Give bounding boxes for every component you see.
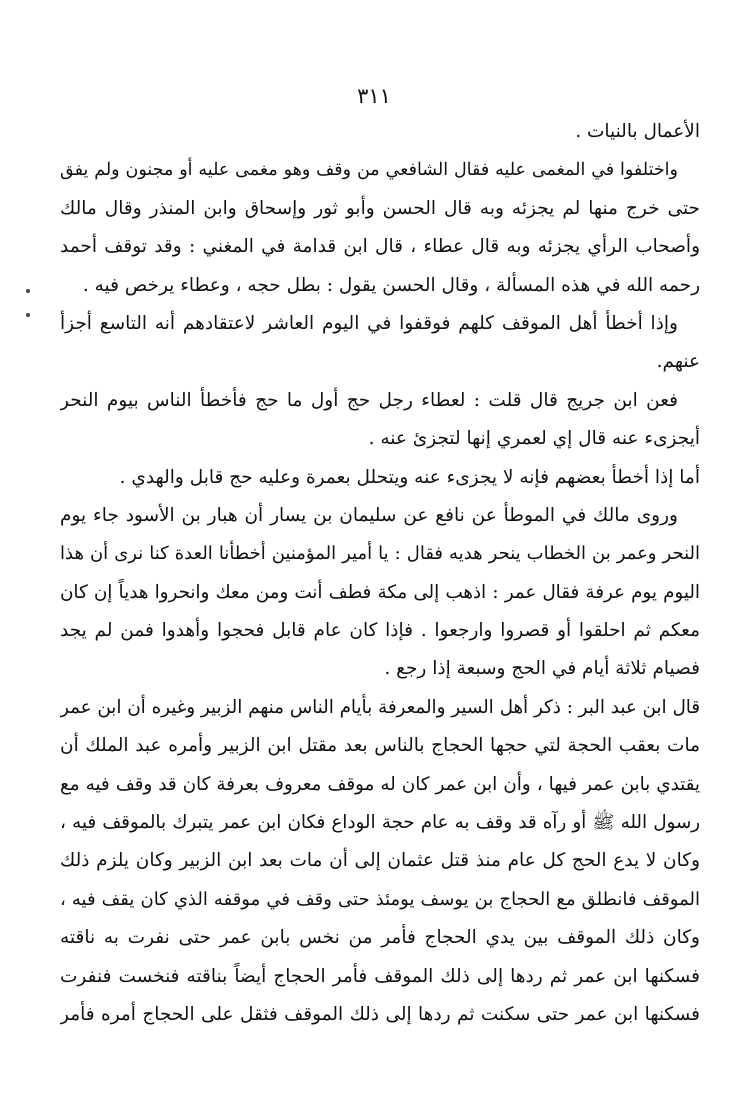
text-line: رحمه الله في هذه المسألة ، وقال الحسن يقول : بطل حجه ، وعطاء يرخص فيه . <box>82 274 700 296</box>
text-line: واختلفوا في المغمى عليه فقال الشافعي من وقف وهو مغمى عليه أو مجنون ولم يفق <box>60 160 678 181</box>
text-line: مات بعقب الحجة لتي حجها الحجاج بالناس بعد مقتل ابن الزبير وأمره عبد الملك أن <box>60 735 700 757</box>
text-line: فعن ابن جريج قال قلت : لعطاء رجل حج أول ما حج فأخطأ الناس بيوم النحر <box>60 389 678 411</box>
text-line: قال ابن عبد البر : ذكر أهل السير والمعرفة بأيام الناس منهم الزبير وغيره أن ابن عمر <box>60 696 700 718</box>
text-line: عنهم. <box>656 351 700 373</box>
text-line: اليوم يوم عرفة فقال عمر : اذهب إلى مكة فطف أنت ومن معك وانحروا هدياً إن كان <box>60 581 700 603</box>
text-line: فسكنها ابن عمر ثم ردها إلى ذلك الموقف فأمر الحجاج أيضاً بناقته فنخست فنفرت <box>60 965 700 987</box>
text-line: فصيام ثلاثة أيام في الحج وسبعة إذا رجع . <box>384 658 700 680</box>
text-line: وكان ذلك الموقف بين يدي الحجاج فأمر من نخس بابن عمر حتى نفرت به ناقته <box>60 927 700 949</box>
text-line: يقتدي بابن عمر فيها ، وأن ابن عمر كان له موقف معروف بعرفة كان قد وقف فيه مع <box>60 773 700 795</box>
text-line: رسول الله ﷺ أو رآه قد وقف به عام حجة الوداع فكان ابن عمر يتبرك بالموقف فيه ، <box>60 812 700 834</box>
text-line: وروى مالك في الموطأ عن نافع عن سليمان بن يسار أن هبار بن الأسود جاء يوم <box>60 504 678 526</box>
margin-dot <box>26 289 30 293</box>
text-line: أما إذا أخطأ بعضهم فإنه لا يجزىء عنه ويتحلل بعمرة وعليه حج قابل والهدي . <box>119 466 700 488</box>
text-line: الموقف فانطلق مع الحجاج بن يوسف يومئذ حتى وقف في موقفه الذي كان يقف فيه ، <box>60 888 700 910</box>
text-line: الأعمال بالنيات . <box>575 121 700 142</box>
body-text <box>60 113 700 1034</box>
page-number: ٣١١ <box>357 84 391 108</box>
text-line: فسكنها ابن عمر حتى سكنت ثم ردها إلى ذلك الموقف فثقل على الحجاج أمره فأمر <box>60 1003 700 1025</box>
text-line: معكم ثم احلقوا أو قصروا وارجعوا . فإذا كان عام قابل فحجوا وأهدوا فمن لم يجد <box>60 620 700 642</box>
text-line: النحر وعمر بن الخطاب ينحر هديه فقال : يا أمير المؤمنين أخطأنا العدة كنا نرى أن هذا <box>60 543 700 565</box>
margin-dot <box>26 313 30 317</box>
text-line: حتى خرج منها لم يجزئه وبه قال الحسن وأبو ثور وإسحاق وابن المنذر وقال مالك <box>60 197 700 219</box>
text-line: أيجزىء عنه قال إي لعمري إنها لتجزئ عنه . <box>368 428 700 450</box>
text-line: وأصحاب الرأي يجزئه وبه قال عطاء ، قال ابن قدامة في المغني : وقد توقف أحمد <box>60 236 700 258</box>
text-line: وإذا أخطأ أهل الموقف كلهم فوقفوا في اليوم العاشر لاعتقادهم أنه التاسع أجزأ <box>60 312 678 334</box>
text-line: وكان لا يدع الحج كل عام منذ قتل عثمان إلى أن مات بعد ابن الزبير وكان يلزم ذلك <box>60 850 700 872</box>
